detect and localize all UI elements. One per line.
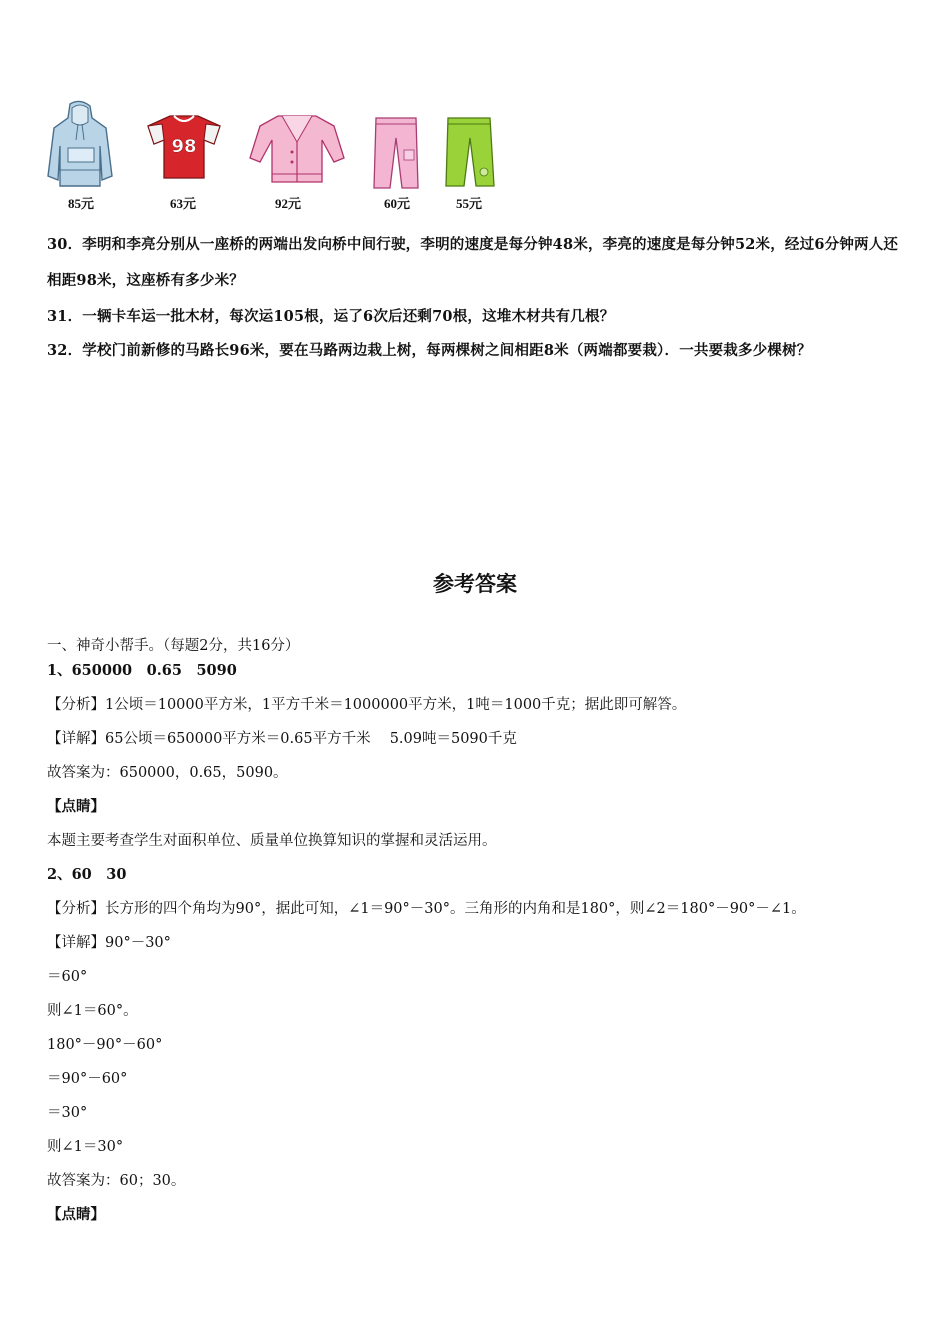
answer-2-conclusion: 故答案为：60；30。 <box>47 1173 186 1189</box>
pink-pants-item <box>372 116 420 194</box>
pink-pants-icon <box>372 116 420 190</box>
answer-1-conclusion: 故答案为：650000，0.65，5090。 <box>47 765 288 781</box>
price-label: 85元 <box>68 196 95 211</box>
answer-1-comment-label: 【点睛】 <box>47 798 105 815</box>
answer-2-detail: 【详解】90°－30° <box>47 935 171 951</box>
answer-2-comment-label: 【点睛】 <box>47 1206 105 1223</box>
shirt-print: 98 <box>171 136 197 157</box>
question-31: 31．一辆卡车运一批木材，每次运105根，运了6次后还剩70根，这堆木材共有几根？ <box>47 308 615 325</box>
answer-2-step: ＝60° <box>47 969 88 985</box>
answer-1-analysis: 【分析】1公顷＝10000平方米，1平方千米＝1000000平方米，1吨＝1000千克；据此即可解答。 <box>47 697 687 713</box>
green-pants-item <box>444 116 496 192</box>
price-label: 55元 <box>456 196 483 211</box>
answer-2-step: 则∠1＝60°。 <box>47 1003 138 1019</box>
answer-section-heading: 一、神奇小帮手。（每题2分，共16分） <box>47 638 300 654</box>
question-32: 32．学校门前新修的马路长96米，要在马路两边栽上树，每两棵树之间相距8米（两端都要栽）．一共要栽多少棵树？ <box>47 342 812 359</box>
answer-2-step: 则∠1＝30° <box>47 1139 124 1155</box>
jacket-item <box>248 112 346 188</box>
answer-2: 2、60 30 <box>47 866 127 883</box>
answer-1-comment: 本题主要考查学生对面积单位、质量单位换算知识的掌握和灵活运用。 <box>47 833 497 849</box>
price-label: 63元 <box>170 196 197 211</box>
answer-1-detail: 【详解】65公顷＝650000平方米＝0.65平方千米 5.09吨＝5090千克 <box>47 731 517 747</box>
answer-2-step: 180°－90°－60° <box>47 1037 163 1053</box>
answer-2-analysis: 【分析】长方形的四个角均为90°，据此可知，∠1＝90°－30°。三角形的内角和是180°，则∠2＝180°－90°－∠1。 <box>47 901 806 917</box>
price-label: 92元 <box>275 196 302 211</box>
jacket-icon <box>248 112 346 184</box>
answer-2-step: ＝90°－60° <box>47 1071 128 1087</box>
tshirt-icon <box>146 112 222 180</box>
hoodie-icon <box>46 100 114 190</box>
answer-title: 参考答案 <box>433 572 517 596</box>
hoodie-item <box>46 100 114 194</box>
price-label: 60元 <box>384 196 411 211</box>
question-30: 30．李明和李亮分别从一座桥的两端出发向桥中间行驶，李明的速度是每分钟48米，李亮的速度是每分钟52米，经过6分钟两人还相距98米，这座桥有多少米？ <box>47 236 899 289</box>
answer-1: 1、650000 0.65 5090 <box>47 662 237 679</box>
answer-2-step: ＝30° <box>47 1105 88 1121</box>
green-pants-icon <box>444 116 496 188</box>
tshirt-item <box>146 112 222 184</box>
